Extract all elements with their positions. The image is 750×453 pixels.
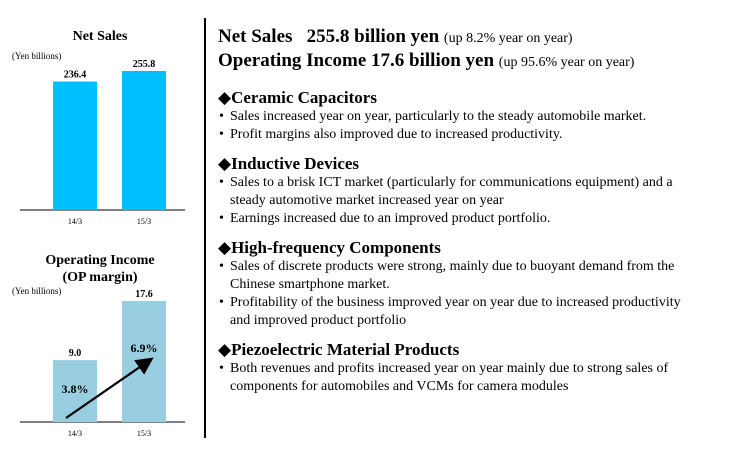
op-margin-label: 6.9%: [130, 341, 158, 355]
operating-income-chart-title: [0, 252, 200, 286]
summary-panel: [218, 26, 743, 396]
vertical-divider: [204, 18, 206, 438]
section-title: ◆Piezoelectric Material Products: [218, 340, 460, 359]
net-sales-chart-title: Net Sales: [72, 29, 128, 44]
section-title: ◆Ceramic Capacitors: [218, 88, 377, 107]
operating-income-title-line1: Operating Income: [45, 253, 155, 268]
section-piezoelectric-material-products: [218, 339, 743, 396]
bar-15-3: [122, 71, 166, 210]
x-tick-label: 15/3: [136, 217, 152, 226]
bullet-item: • Profitability of the business improved year on year due to increased productivity and improved product portfolio: [218, 294, 690, 330]
net-sales-headline-note: (up 8.2% year on year): [443, 31, 573, 46]
net-sales-unit-label: (Yen billions): [12, 51, 62, 61]
bar-value-label: 236.4: [63, 69, 87, 81]
net-sales-headline-label: Net Sales: [218, 26, 293, 47]
bar-value-label: 9.0: [68, 348, 82, 360]
bar-14-3: [53, 82, 97, 210]
operating-income-headline-note: (up 95.6% year on year): [498, 55, 635, 70]
bar-15-3: [122, 301, 166, 422]
section-ceramic-capacitors: [218, 87, 743, 144]
bullet-item: • Sales of discrete products were strong, mainly due to buoyant demand from the Chinese smartphone market.: [218, 258, 690, 294]
section-inductive-devices: [218, 153, 743, 228]
op-margin-label: 3.8%: [61, 382, 89, 396]
x-tick-label: 14/3: [67, 217, 83, 226]
net-sales-headline-value: 255.8 billion yen: [306, 26, 440, 47]
bullet-item: • Profit margins also improved due to increased productivity.: [218, 126, 743, 144]
bullet-item: • Both revenues and profits increased year on year mainly due to strong sales of components for automobiles and VCMs for camera modules: [218, 360, 700, 396]
x-tick-label: 14/3: [67, 429, 83, 438]
section-title: ◆High-frequency Components: [218, 238, 441, 257]
section-high-frequency-components: [218, 237, 743, 330]
bar-value-label: 255.8: [132, 59, 156, 70]
net-sales-headline: [218, 26, 743, 50]
operating-income-headline: [218, 50, 743, 74]
operating-income-title-line2: (OP margin): [62, 270, 138, 285]
bullet-item: • Earnings increased due to an improved product portfolio.: [218, 210, 743, 228]
operating-income-headline-value: 17.6 billion yen: [371, 50, 495, 71]
net-sales-bar-chart: [0, 50, 205, 230]
bullet-item: • Sales to a brisk ICT market (particularly for communications equipment) and a steady automotive market increased year on year: [218, 174, 708, 210]
section-title: ◆Inductive Devices: [218, 154, 360, 173]
bullet-item: • Sales increased year on year, particularly to the steady automobile market.: [218, 108, 743, 126]
operating-income-bar-chart: [0, 286, 205, 446]
operating-income-unit-label: (Yen billions): [12, 286, 62, 296]
x-tick-label: 15/3: [136, 429, 152, 438]
operating-income-headline-label: Operating Income: [218, 50, 367, 71]
bar-value-label: 17.6: [135, 289, 153, 300]
